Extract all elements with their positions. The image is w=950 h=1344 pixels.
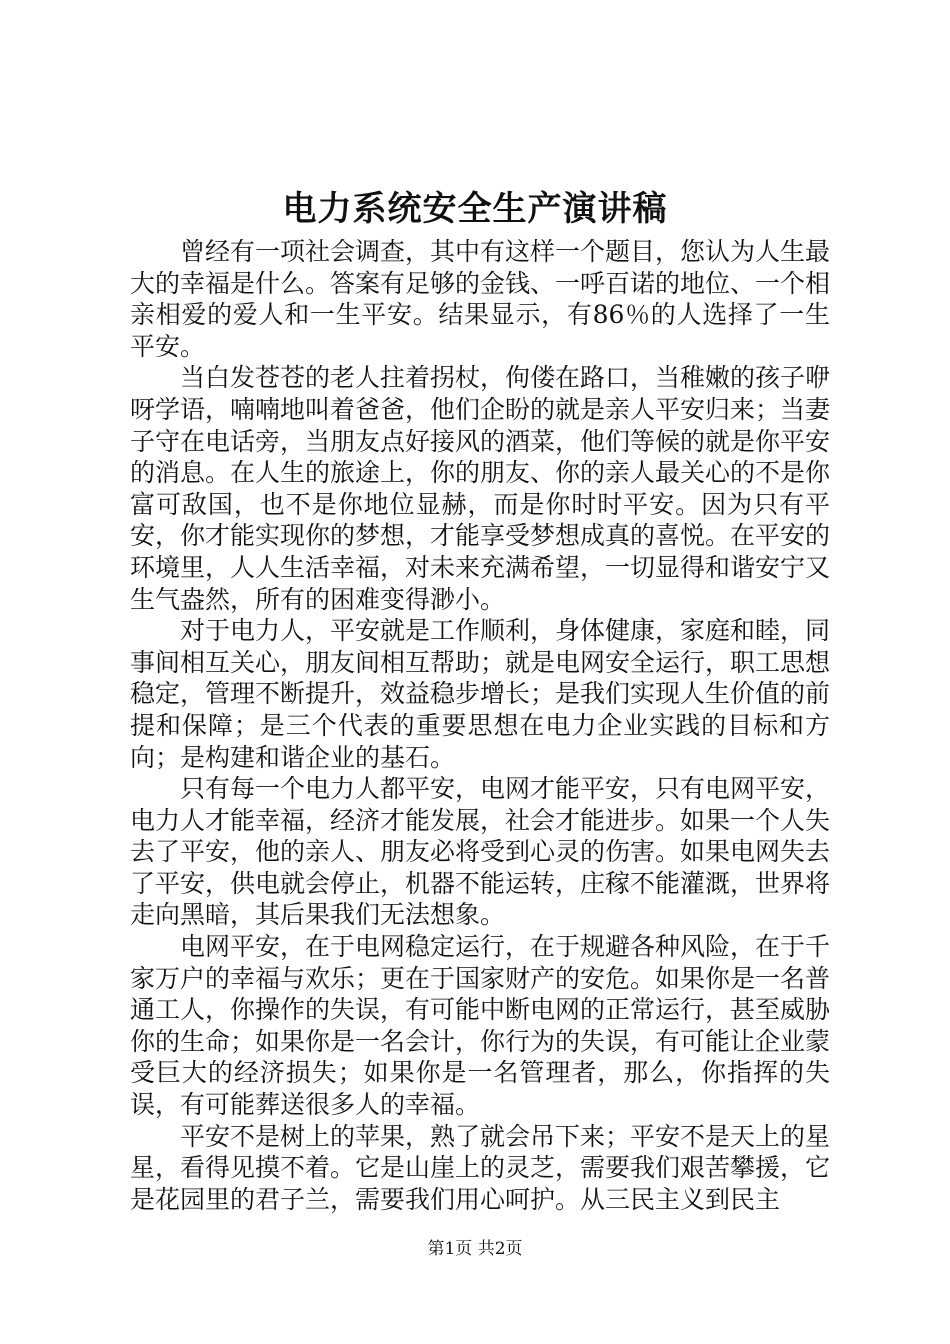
paragraph: 电网平安，在于电网稳定运行，在于规避各种风险，在于千家万户的幸福与欢乐；更在于国家财产的安危。如果你是一名普通工人，你操作的失误，有可能中断电网的正常运行，甚至威胁你的生命；如果你是一名会计，你行为的失误，有可能让企业蒙受巨大的经济损失；如果你是一名管理者，那么，你指挥的失误，有可能葬送很多人的幸福。 xyxy=(130,932,831,1120)
paragraph: 只有每一个电力人都平安，电网才能平安，只有电网平安，电力人才能幸福，经济才能发展，社会才能进步。如果一个人失去了平安，他的亲人、朋友必将受到心灵的伤害。如果电网失去了平安，供电就会停止，机器不能运转，庄稼不能灌溉，世界将走向黑暗，其后果我们无法想象。 xyxy=(130,774,831,930)
paragraph: 平安不是树上的苹果，熟了就会吊下来；平安不是天上的星星，看得见摸不着。它是山崖上的灵芝，需要我们艰苦攀援，它是花园里的君子兰，需要我们用心呵护。从三民主义到民主 xyxy=(130,1121,831,1214)
page-footer: 第1页 共2页 xyxy=(427,1239,523,1259)
paragraph: 对于电力人，平安就是工作顺利，身体健康，家庭和睦，同事间相互关心，朋友间相互帮助；就是电网安全运行，职工思想稳定，管理不断提升，效益稳步增长；是我们实现人生价值的前提和保障；是三个代表的重要思想在电力企业实践的目标和方向；是构建和谐企业的基石。 xyxy=(130,616,831,772)
document-body xyxy=(130,236,830,1215)
document-title: 电力系统安全生产演讲稿 xyxy=(282,189,668,229)
paragraph: 当白发苍苍的老人拄着拐杖，佝偻在路口，当稚嫩的孩子咿呀学语，喃喃地叫着爸爸，他们企盼的就是亲人平安归来；当妻子守在电话旁，当朋友点好接风的酒菜，他们等候的就是你平安的消息。在人生的旅途上，你的朋友、你的亲人最关心的不是你富可敌国，也不是你地位显赫，而是你时时平安。因为只有平安，你才能实现你的梦想，才能享受梦想成真的喜悦。在平安的环境里，人人生活幸福，对未来充满希望，一切显得和谐安宁又生气盎然，所有的困难变得渺小。 xyxy=(130,363,831,614)
paragraph: 曾经有一项社会调查，其中有这样一个题目，您认为人生最大的幸福是什么。答案有足够的金钱、一呼百诺的地位、一个相亲相爱的爱人和一生平安。结果显示，有86％的人选择了一生平安。 xyxy=(130,237,831,361)
